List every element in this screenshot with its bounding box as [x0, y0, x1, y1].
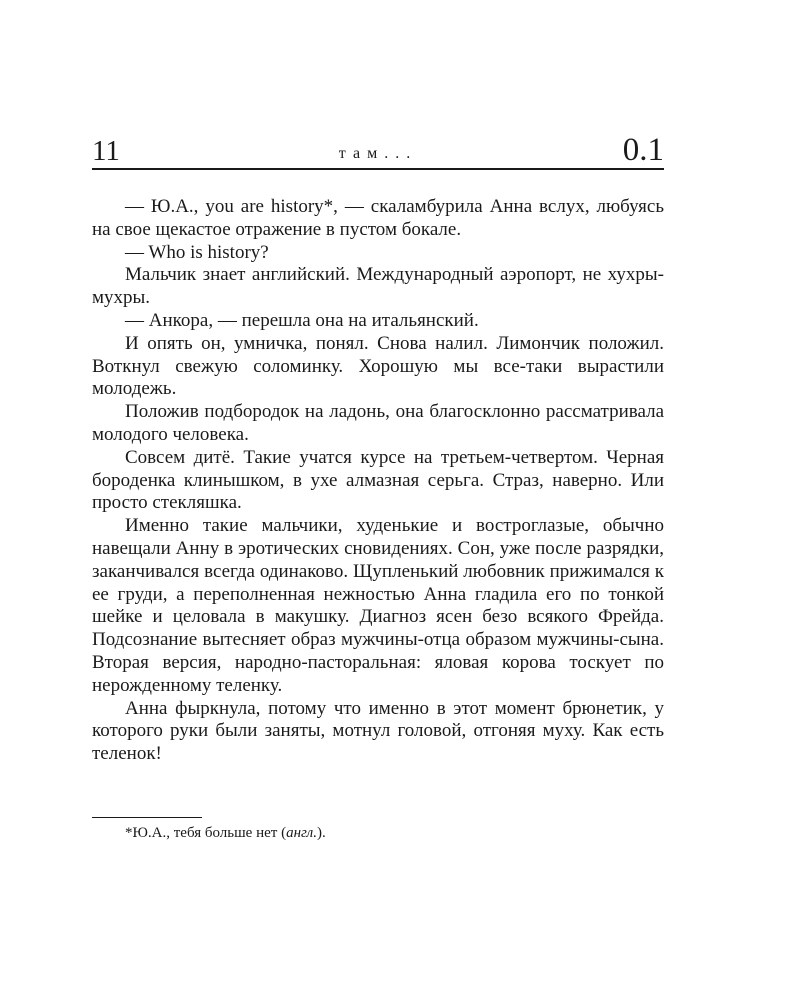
running-header [92, 130, 664, 168]
body-text [92, 196, 664, 766]
paragraph: Мальчик знает английский. Международный аэропорт, не хухры-мухры. [92, 264, 664, 309]
paragraph: И опять он, умничка, понял. Снова налил. Лимончик положил. Воткнул свежую соломинку. Хорошую мы все-таки вырастили молодежь. [92, 332, 664, 400]
paragraph: Положив подбородок на ладонь, она благосклонно рассматривала молодого человека. [92, 401, 664, 445]
page-number: 11 [92, 135, 120, 167]
paragraph: Анна фыркнула, потому что именно в этот момент брюнетик, у которого руки были заняты, мотнул головой, отгоняя муху. Как есть теленок! [92, 697, 664, 765]
footnote-language: англ. [286, 825, 317, 841]
running-title: там... [338, 145, 418, 162]
paragraph: Совсем дитё. Такие учатся курсе на третьем-четвертом. Черная бороденка клинышком, в ухе алмазная серьга. Страз, наверно. Или просто стекляшка. [92, 446, 664, 514]
footnote [125, 824, 326, 842]
paragraph: — Анкора, — перешла она на итальянский. [125, 309, 479, 331]
paragraph: Именно такие мальчики, худенькие и востроглазые, обычно навещали Анну в эротических сновидениях. Сон, уже после разрядки, заканчивался всегда одинаково. Щупленький любовник прижимался к ее груди, а переполненная нежностью Анна гладила его по тонкой шейке и целовала в макушку. Диагноз ясен безо всякого Фрейда. Подсознание вытесняет образ мужчины-отца образом мужчины-сына. Вторая версия, народно-пасторальная: яловая корова тоскует по нерожденному теленку. [92, 515, 664, 696]
footnote-text: *Ю.А., тебя больше нет ( [125, 825, 287, 841]
paragraph: — Who is history? [125, 241, 269, 263]
header-divider [92, 168, 664, 170]
section-number: 0.1 [622, 132, 664, 168]
footnote-divider [92, 817, 202, 818]
paragraph: — Ю.А., you are history*, — скаламбурила Анна вслух, любуясь на свое щекастое отражение в пустом бокале. [92, 196, 664, 240]
footnote-close: ). [316, 825, 326, 841]
